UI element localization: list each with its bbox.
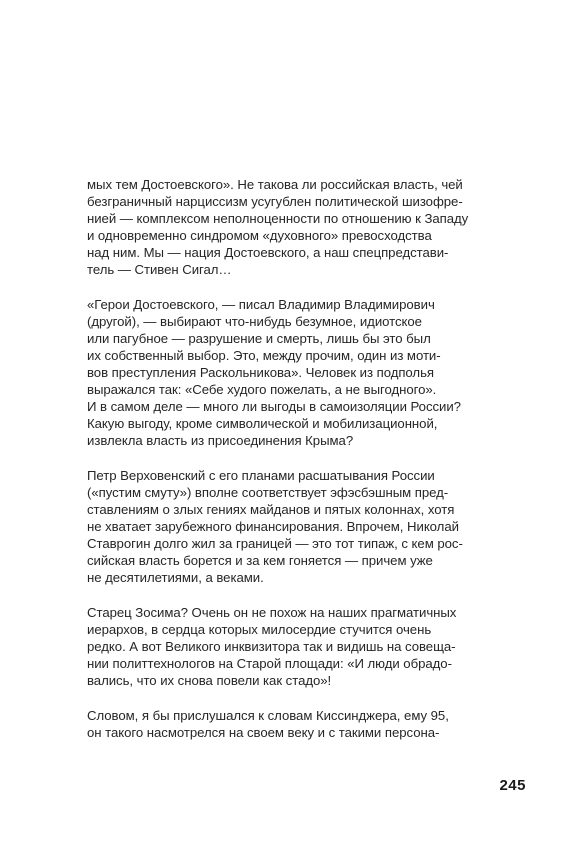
paragraph-5 [87,707,497,741]
text-line: «Герои Достоевского, — писал Владимир Владимирович [87,297,435,312]
text-line: выражался так: «Себе худого пожелать, а не выгодного». [87,382,437,397]
text-line: Словом, я бы прислушался к словам Киссинджера, ему 95, [87,708,449,723]
text-line: («пустим смуту») вполне соответствует эфэсбэшным пред- [87,485,449,500]
text-line: редко. А вот Великого инквизитора так и видишь на совеща- [87,639,456,654]
text-line: И в самом деле — много ли выгоды в самоизоляции России? [87,399,461,414]
text-line: (другой), — выбирают что-нибудь безумное, идиотское [87,314,422,329]
text-line: вались, что их снова повели как стадо»! [87,673,332,688]
text-line: и одновременно синдромом «духовного» превосходства [87,228,432,243]
text-line: мых тем Достоевского». Не такова ли российская власть, чей [87,177,463,192]
text-line: иерархов, в сердца которых милосердие стучится очень [87,622,432,637]
text-line: сийская власть борется и за кем гоняется — причем уже [87,553,433,568]
text-line: безграничный нарциссизм усугублен политической шизофре- [87,194,463,209]
paragraph-3 [87,467,497,586]
text-line: ставлениям о злых гениях майданов и пятых колоннах, хотя [87,502,455,517]
text-line: не хватает зарубежного финансирования. Впрочем, Николай [87,519,459,534]
text-line: Петр Верховенский с его планами расшатывания России [87,468,435,483]
text-line: он такого насмотрелся на своем веку и с такими персона- [87,725,440,740]
paragraph-1 [87,176,497,278]
body-text [87,176,497,759]
text-line: их собственный выбор. Это, между прочим, один из моти- [87,348,441,363]
page-number: 245 [499,777,526,794]
text-line: нией — комплексом неполноценности по отношению к Западу [87,211,469,226]
text-line: над ним. Мы — нация Достоевского, а наш спецпредстави- [87,245,449,260]
text-line: нии политтехнологов на Старой площади: «И люди обрадо- [87,656,452,671]
text-line: Старец Зосима? Очень он не похож на наших прагматичных [87,605,457,620]
text-line: Ставрогин долго жил за границей — это тот типаж, с кем рос- [87,536,463,551]
paragraph-2 [87,296,497,449]
text-line: или пагубное — разрушение и смерть, лишь бы это был [87,331,431,346]
text-line: извлекла власть из присоединения Крыма? [87,433,354,448]
text-line: Какую выгоду, кроме символической и мобилизационной, [87,416,438,431]
text-line: тель — Стивен Сигал… [87,262,232,277]
text-line: вов преступления Раскольникова». Человек из подполья [87,365,434,380]
paragraph-4 [87,604,497,689]
text-line: не десятилетиями, а веками. [87,570,264,585]
